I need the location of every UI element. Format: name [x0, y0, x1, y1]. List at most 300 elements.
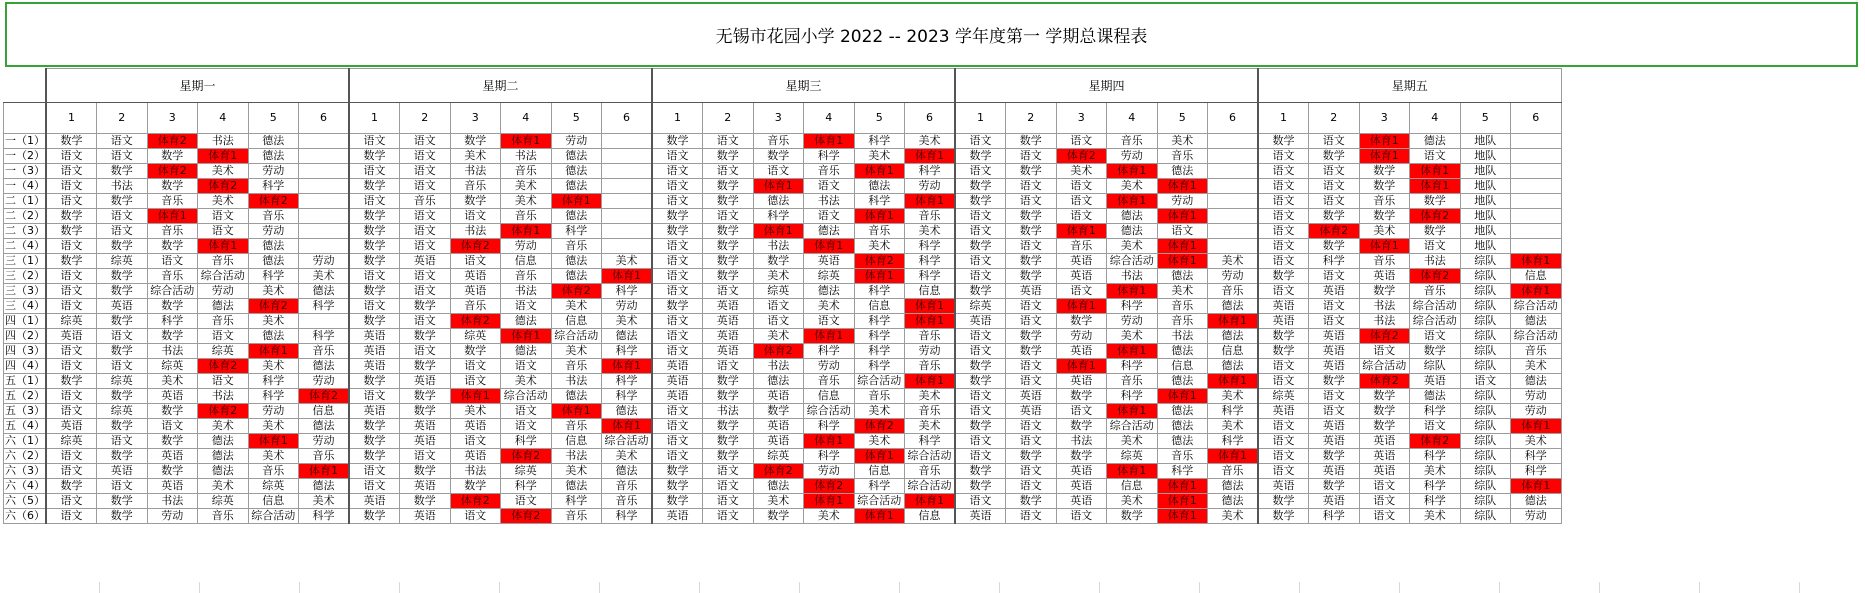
lesson-cell: 语文: [804, 314, 855, 329]
lesson-cell: 美术: [1511, 434, 1562, 449]
lesson-cell: 科学: [602, 344, 653, 359]
class-label: 二（4）: [5, 239, 45, 252]
lesson-cell: 数学: [1410, 344, 1461, 359]
lesson-cell: 数学: [400, 389, 451, 404]
lesson-cell: 数学: [955, 464, 1006, 479]
lesson-cell: 语文: [400, 284, 451, 299]
lesson-cell: 数学: [349, 419, 400, 434]
lesson-cell: 美术: [501, 179, 552, 194]
lesson-cell: 体育1: [1511, 284, 1562, 299]
lesson-cell: 体育1: [1208, 374, 1259, 389]
class-label: 四（4）: [5, 359, 45, 372]
lesson-cell: 数学: [147, 149, 198, 164]
lesson-cell: 英语: [147, 449, 198, 464]
lesson-cell: 语文: [652, 239, 703, 254]
lesson-cell: 德法: [299, 284, 350, 299]
lesson-cell: 音乐: [551, 509, 602, 524]
class-row: [4, 209, 1562, 224]
lesson-cell: 科学: [299, 299, 350, 314]
lesson-cell: 体育1: [450, 389, 501, 404]
lesson-cell: 科学: [854, 344, 905, 359]
lesson-cell: 语文: [1258, 254, 1309, 269]
lesson-cell: 语文: [1006, 149, 1057, 164]
lesson-cell: 数学: [97, 389, 148, 404]
period-number: 1: [1258, 103, 1309, 134]
lesson-cell: 书法: [551, 374, 602, 389]
lesson-cell: 英语: [46, 419, 97, 434]
lesson-cell: 语文: [1006, 479, 1057, 494]
lesson-cell: 语文: [349, 269, 400, 284]
class-row: [4, 464, 1562, 479]
lesson-cell: 数学: [1309, 449, 1360, 464]
lesson-cell: 英语: [1309, 464, 1360, 479]
lesson-cell: 书法: [501, 284, 552, 299]
lesson-cell: 数学: [349, 179, 400, 194]
class-row: [4, 389, 1562, 404]
lesson-cell: 科学: [804, 449, 855, 464]
lesson-cell: 体育1: [804, 239, 855, 254]
lesson-cell: 体育1: [905, 374, 956, 389]
lesson-cell: 综英: [450, 329, 501, 344]
lesson-cell: [1511, 209, 1562, 224]
lesson-cell: 科学: [854, 194, 905, 209]
lesson-cell: 德法: [1107, 209, 1158, 224]
lesson-cell: 音乐: [1157, 314, 1208, 329]
lesson-cell: 德法: [753, 479, 804, 494]
lesson-cell: 科学: [854, 134, 905, 149]
lesson-cell: 体育1: [1359, 149, 1410, 164]
lesson-cell: 数学: [97, 494, 148, 509]
lesson-cell: 德法: [602, 464, 653, 479]
lesson-cell: 语文: [46, 494, 97, 509]
lesson-cell: 科学: [905, 254, 956, 269]
lesson-cell: 科学: [248, 269, 299, 284]
lesson-cell: 语文: [1410, 419, 1461, 434]
lesson-cell: 语文: [703, 464, 754, 479]
lesson-cell: 美术: [1410, 509, 1461, 524]
lesson-cell: 综队: [1460, 449, 1511, 464]
lesson-cell: 数学: [652, 464, 703, 479]
lesson-cell: 综合活动: [905, 449, 956, 464]
lesson-cell: 数学: [349, 449, 400, 464]
lesson-cell: 体育2: [854, 254, 905, 269]
lesson-cell: 数学: [400, 299, 451, 314]
lesson-cell: 劳动: [804, 359, 855, 374]
lesson-cell: 美术: [804, 509, 855, 524]
lesson-cell: 语文: [1258, 284, 1309, 299]
lesson-cell: [1208, 134, 1259, 149]
lesson-cell: 语文: [1258, 149, 1309, 164]
lesson-cell: 英语: [1359, 449, 1410, 464]
lesson-cell: 综队: [1460, 494, 1511, 509]
lesson-cell: 数学: [703, 224, 754, 239]
lesson-cell: 美术: [198, 164, 249, 179]
lesson-cell: 语文: [400, 134, 451, 149]
lesson-cell: 书法: [551, 449, 602, 464]
class-row: [4, 269, 1562, 284]
lesson-cell: 语文: [652, 179, 703, 194]
lesson-cell: 英语: [703, 329, 754, 344]
lesson-cell: 音乐: [602, 479, 653, 494]
lesson-cell: 美术: [1157, 284, 1208, 299]
lesson-cell: [1208, 239, 1259, 254]
class-label: 六（4）: [5, 479, 45, 492]
lesson-cell: 语文: [501, 419, 552, 434]
lesson-cell: 劳动: [299, 254, 350, 269]
lesson-cell: 音乐: [804, 164, 855, 179]
class-label: 六（2）: [5, 449, 45, 462]
lesson-cell: 综合活动: [248, 509, 299, 524]
lesson-cell: 数学: [97, 419, 148, 434]
lesson-cell: [602, 179, 653, 194]
lesson-cell: 美术: [551, 464, 602, 479]
lesson-cell: 美术: [1410, 464, 1461, 479]
lesson-cell: 数学: [1258, 329, 1309, 344]
lesson-cell: 德法: [753, 374, 804, 389]
lesson-cell: 数学: [1006, 209, 1057, 224]
lesson-cell: 科学: [1309, 509, 1360, 524]
lesson-cell: 语文: [703, 359, 754, 374]
lesson-cell: 语文: [46, 164, 97, 179]
lesson-cell: 书法: [1056, 434, 1107, 449]
lesson-cell: 数学: [349, 224, 400, 239]
lesson-cell: [602, 164, 653, 179]
lesson-cell: 英语: [1056, 344, 1107, 359]
class-label: 三（1）: [5, 254, 45, 267]
lesson-cell: 数学: [652, 134, 703, 149]
lesson-cell: [602, 194, 653, 209]
lesson-cell: 科学: [501, 434, 552, 449]
day-header: 星期二: [349, 69, 652, 103]
lesson-cell: 音乐: [1208, 284, 1259, 299]
lesson-cell: 音乐: [804, 374, 855, 389]
lesson-cell: 美术: [854, 239, 905, 254]
lesson-cell: 德法: [198, 449, 249, 464]
lesson-cell: 数学: [1107, 509, 1158, 524]
lesson-cell: [1208, 209, 1259, 224]
lesson-cell: 美术: [602, 449, 653, 464]
lesson-cell: 科学: [1107, 359, 1158, 374]
lesson-cell: 体育1: [1107, 404, 1158, 419]
lesson-cell: 书法: [1157, 329, 1208, 344]
class-label: 一（2）: [5, 149, 45, 162]
lesson-cell: 语文: [198, 374, 249, 389]
lesson-cell: 语文: [349, 164, 400, 179]
lesson-cell: 数学: [147, 464, 198, 479]
period-number: 4: [501, 103, 552, 134]
lesson-cell: 语文: [97, 209, 148, 224]
lesson-cell: 英语: [1359, 269, 1410, 284]
period-number: 5: [551, 103, 602, 134]
lesson-cell: 信息: [551, 314, 602, 329]
lesson-cell: 数学: [1309, 374, 1360, 389]
lesson-cell: 体育1: [905, 149, 956, 164]
lesson-cell: 德法: [1208, 299, 1259, 314]
lesson-cell: 语文: [400, 449, 451, 464]
lesson-cell: 体育1: [299, 464, 350, 479]
lesson-cell: 体育2: [299, 389, 350, 404]
lesson-cell: 数学: [955, 479, 1006, 494]
class-row: [4, 254, 1562, 269]
lesson-cell: 德法: [551, 269, 602, 284]
lesson-cell: 语文: [46, 344, 97, 359]
lesson-cell: 音乐: [1157, 449, 1208, 464]
lesson-cell: 语文: [1006, 509, 1057, 524]
lesson-cell: 综队: [1460, 434, 1511, 449]
class-row: [4, 314, 1562, 329]
lesson-cell: 美术: [1511, 359, 1562, 374]
empty-grid-area: [0, 582, 1865, 593]
lesson-cell: 英语: [955, 314, 1006, 329]
lesson-cell: 体育2: [1410, 269, 1461, 284]
period-number: 1: [349, 103, 400, 134]
lesson-cell: 数学: [955, 419, 1006, 434]
period-number: 3: [1359, 103, 1410, 134]
lesson-cell: 语文: [955, 209, 1006, 224]
lesson-cell: 语文: [955, 224, 1006, 239]
lesson-cell: 数学: [955, 179, 1006, 194]
lesson-cell: 书法: [1410, 254, 1461, 269]
lesson-cell: 语文: [46, 359, 97, 374]
lesson-cell: 德法: [299, 419, 350, 434]
lesson-cell: 音乐: [1410, 284, 1461, 299]
lesson-cell: 语文: [46, 239, 97, 254]
class-row: [4, 284, 1562, 299]
lesson-cell: [1511, 179, 1562, 194]
period-number: 1: [46, 103, 97, 134]
lesson-cell: 德法: [1157, 269, 1208, 284]
lesson-cell: 数学: [1359, 284, 1410, 299]
lesson-cell: 综合活动: [198, 269, 249, 284]
lesson-cell: 数学: [1006, 449, 1057, 464]
lesson-cell: 英语: [1309, 344, 1360, 359]
class-label: 二（1）: [5, 194, 45, 207]
lesson-cell: 语文: [450, 209, 501, 224]
lesson-cell: 劳动: [299, 434, 350, 449]
lesson-cell: 数学: [703, 239, 754, 254]
lesson-cell: 书法: [1107, 269, 1158, 284]
lesson-cell: 信息: [1208, 344, 1259, 359]
lesson-cell: 德法: [551, 254, 602, 269]
lesson-cell: 综合活动: [1410, 299, 1461, 314]
lesson-cell: 数学: [450, 194, 501, 209]
lesson-cell: 语文: [1460, 374, 1511, 389]
lesson-cell: 综队: [1460, 314, 1511, 329]
lesson-cell: 美术: [854, 404, 905, 419]
lesson-cell: 美术: [1107, 494, 1158, 509]
lesson-cell: 英语: [753, 419, 804, 434]
lesson-cell: 数学: [349, 149, 400, 164]
lesson-cell: 美术: [299, 494, 350, 509]
period-header-row: [4, 103, 1562, 134]
lesson-cell: 体育2: [147, 164, 198, 179]
lesson-cell: 英语: [349, 329, 400, 344]
lesson-cell: 数学: [349, 284, 400, 299]
lesson-cell: 语文: [1056, 509, 1107, 524]
lesson-cell: 语文: [1309, 389, 1360, 404]
lesson-cell: 科学: [602, 374, 653, 389]
lesson-cell: 英语: [1258, 299, 1309, 314]
lesson-cell: 语文: [501, 404, 552, 419]
lesson-cell: 综队: [1460, 254, 1511, 269]
lesson-cell: 语文: [703, 134, 754, 149]
lesson-cell: 语文: [1258, 374, 1309, 389]
lesson-cell: 语文: [1359, 344, 1410, 359]
lesson-cell: 综合活动: [1359, 359, 1410, 374]
lesson-cell: 语文: [349, 299, 400, 314]
lesson-cell: 数学: [1056, 389, 1107, 404]
class-label: 六（6）: [5, 509, 45, 522]
lesson-cell: 数学: [1056, 419, 1107, 434]
lesson-cell: [1208, 164, 1259, 179]
lesson-cell: 体育1: [1157, 479, 1208, 494]
lesson-cell: 语文: [703, 284, 754, 299]
lesson-cell: 数学: [349, 239, 400, 254]
lesson-cell: 劳动: [1208, 269, 1259, 284]
class-label: 五（2）: [5, 389, 45, 402]
lesson-cell: [299, 209, 350, 224]
lesson-cell: 体育1: [753, 179, 804, 194]
lesson-cell: 数学: [1309, 239, 1360, 254]
lesson-cell: 语文: [1056, 194, 1107, 209]
lesson-cell: 综合活动: [147, 284, 198, 299]
lesson-cell: 科学: [1208, 404, 1259, 419]
class-row: [4, 479, 1562, 494]
lesson-cell: 音乐: [551, 359, 602, 374]
lesson-cell: 体育1: [804, 434, 855, 449]
lesson-cell: 美术: [854, 149, 905, 164]
lesson-cell: 德法: [299, 359, 350, 374]
lesson-cell: 数学: [1410, 224, 1461, 239]
lesson-cell: 语文: [501, 299, 552, 314]
lesson-cell: 数学: [97, 239, 148, 254]
lesson-cell: 德法: [1511, 314, 1562, 329]
lesson-cell: 语文: [1056, 134, 1107, 149]
lesson-cell: 体育2: [1056, 149, 1107, 164]
lesson-cell: 地队: [1460, 209, 1511, 224]
lesson-cell: 德法: [1157, 434, 1208, 449]
lesson-cell: 语文: [97, 224, 148, 239]
lesson-cell: 语文: [400, 149, 451, 164]
lesson-cell: 语文: [450, 254, 501, 269]
lesson-cell: [299, 179, 350, 194]
lesson-cell: 英语: [753, 434, 804, 449]
lesson-cell: 音乐: [1208, 464, 1259, 479]
lesson-cell: 音乐: [198, 509, 249, 524]
lesson-cell: 音乐: [1056, 239, 1107, 254]
class-label: 四（3）: [5, 344, 45, 357]
lesson-cell: 语文: [652, 164, 703, 179]
lesson-cell: 语文: [652, 254, 703, 269]
lesson-cell: 体育1: [551, 404, 602, 419]
lesson-cell: 科学: [1107, 389, 1158, 404]
lesson-cell: 英语: [1056, 494, 1107, 509]
lesson-cell: [1208, 224, 1259, 239]
lesson-cell: 美术: [753, 329, 804, 344]
lesson-cell: 美术: [1107, 434, 1158, 449]
lesson-cell: 地队: [1460, 224, 1511, 239]
lesson-cell: 英语: [1006, 284, 1057, 299]
lesson-cell: 体育1: [1208, 314, 1259, 329]
lesson-cell: 综英: [198, 344, 249, 359]
lesson-cell: 美术: [602, 254, 653, 269]
lesson-cell: 美术: [248, 359, 299, 374]
lesson-cell: 体育1: [1157, 179, 1208, 194]
lesson-cell: 美术: [198, 194, 249, 209]
lesson-cell: 数学: [349, 509, 400, 524]
lesson-cell: 语文: [1006, 194, 1057, 209]
lesson-cell: 德法: [1157, 404, 1208, 419]
lesson-cell: 语文: [46, 284, 97, 299]
lesson-cell: 劳动: [1107, 149, 1158, 164]
lesson-cell: 音乐: [602, 494, 653, 509]
lesson-cell: 书法: [753, 239, 804, 254]
lesson-cell: 语文: [400, 179, 451, 194]
lesson-cell: 地队: [1460, 179, 1511, 194]
lesson-cell: 体育1: [753, 224, 804, 239]
class-row: [4, 494, 1562, 509]
lesson-cell: 地队: [1460, 194, 1511, 209]
lesson-cell: 数学: [97, 449, 148, 464]
lesson-cell: 美术: [753, 269, 804, 284]
lesson-cell: 数学: [147, 404, 198, 419]
lesson-cell: 语文: [652, 284, 703, 299]
lesson-cell: 语文: [1006, 434, 1057, 449]
lesson-cell: 信息: [905, 284, 956, 299]
lesson-cell: 数学: [349, 434, 400, 449]
lesson-cell: 语文: [501, 494, 552, 509]
lesson-cell: 综合活动: [602, 434, 653, 449]
lesson-cell: 科学: [905, 434, 956, 449]
lesson-cell: 语文: [1309, 269, 1360, 284]
lesson-cell: 语文: [652, 419, 703, 434]
period-number: 4: [804, 103, 855, 134]
lesson-cell: 体育1: [1157, 254, 1208, 269]
lesson-cell: 体育1: [1157, 239, 1208, 254]
lesson-cell: 数学: [955, 239, 1006, 254]
lesson-cell: 科学: [248, 179, 299, 194]
lesson-cell: 英语: [1006, 389, 1057, 404]
day-header: 星期五: [1258, 69, 1561, 103]
lesson-cell: 科学: [1410, 449, 1461, 464]
lesson-cell: 音乐: [501, 269, 552, 284]
lesson-cell: 综队: [1460, 419, 1511, 434]
lesson-cell: 英语: [349, 494, 400, 509]
lesson-cell: 劳动: [248, 164, 299, 179]
lesson-cell: [1208, 179, 1259, 194]
lesson-cell: 科学: [905, 269, 956, 284]
lesson-cell: 英语: [955, 509, 1006, 524]
lesson-cell: 语文: [804, 209, 855, 224]
lesson-cell: 美术: [299, 269, 350, 284]
lesson-cell: 体育2: [198, 404, 249, 419]
lesson-cell: 体育2: [1309, 224, 1360, 239]
lesson-cell: 德法: [804, 284, 855, 299]
lesson-cell: 科学: [551, 224, 602, 239]
lesson-cell: 德法: [551, 149, 602, 164]
lesson-cell: 综合活动: [854, 374, 905, 389]
lesson-cell: 综英: [97, 374, 148, 389]
period-number: 4: [1410, 103, 1461, 134]
class-row: [4, 374, 1562, 389]
lesson-cell: 语文: [147, 254, 198, 269]
lesson-cell: 体育1: [1107, 284, 1158, 299]
lesson-cell: 体育2: [198, 179, 249, 194]
lesson-cell: 数学: [1006, 134, 1057, 149]
lesson-cell: 劳动: [248, 404, 299, 419]
class-row: [4, 239, 1562, 254]
class-row: [4, 449, 1562, 464]
